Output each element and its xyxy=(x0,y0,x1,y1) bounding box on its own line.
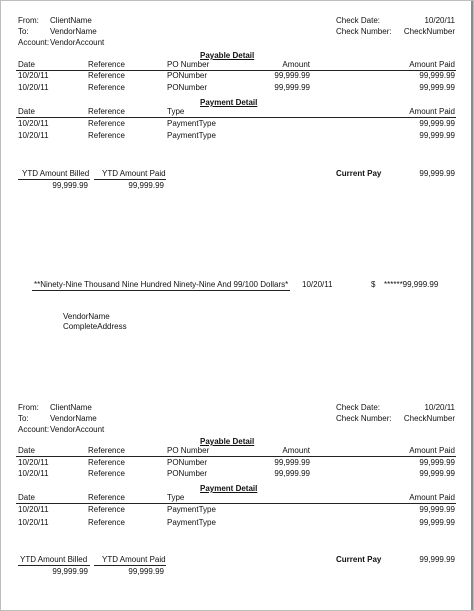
table-cell: 99,999.99 xyxy=(274,469,310,478)
check-date-value: 10/20/11 xyxy=(424,403,455,412)
check-number-label: Check Number: xyxy=(336,27,392,36)
table-cell: PONumber xyxy=(167,71,208,80)
to-value: VendorName xyxy=(50,414,97,423)
payment-header-amount-paid: Amount Paid xyxy=(409,493,455,502)
payment-header-type: Type xyxy=(167,493,185,502)
check-number-value: CheckNumber xyxy=(403,27,455,36)
table-cell: 99,999.99 xyxy=(419,469,455,478)
table-cell: 10/20/11 xyxy=(18,119,49,128)
table-cell: 99,999.99 xyxy=(419,83,455,92)
ytd-billed-value: 99,999.99 xyxy=(52,181,88,190)
payment-header-date: Date xyxy=(18,493,35,502)
ytd-paid-value: 99,999.99 xyxy=(128,181,164,190)
table-cell: Reference xyxy=(88,505,125,514)
payment-header-date: Date xyxy=(18,107,35,116)
payment-detail-title: Payment Detail xyxy=(200,98,258,107)
table-cell: PaymentType xyxy=(167,119,216,128)
table-cell: PONumber xyxy=(167,458,208,467)
check-number-value: CheckNumber xyxy=(403,414,455,423)
account-label: Account: xyxy=(18,38,50,47)
to-label: To: xyxy=(18,27,29,36)
check-date: 10/20/11 xyxy=(302,280,333,289)
currency-symbol: $ xyxy=(371,280,376,289)
table-cell: Reference xyxy=(88,469,125,478)
payable-header-po-number: PO Number xyxy=(167,60,210,69)
ytd-paid-rule xyxy=(94,179,166,180)
table-cell: 10/20/11 xyxy=(18,518,49,527)
table-cell: Reference xyxy=(88,458,125,467)
payment-header-amount-paid: Amount Paid xyxy=(409,107,455,116)
payable-header-amount: Amount xyxy=(282,446,310,455)
payable-header-date: Date xyxy=(18,60,35,69)
ytd-billed-rule xyxy=(18,179,90,180)
ytd-billed-label: YTD Amount Billed xyxy=(20,555,88,564)
payment-header-reference: Reference xyxy=(88,107,125,116)
table-cell: Reference xyxy=(88,83,125,92)
table-cell: 10/20/11 xyxy=(18,83,49,92)
payee-address: CompleteAddress xyxy=(63,322,127,331)
table-cell: 99,999.99 xyxy=(419,71,455,80)
ytd-billed-rule xyxy=(18,565,90,566)
from-value: ClientName xyxy=(50,403,92,412)
bottom-stub xyxy=(0,387,474,611)
table-cell: PONumber xyxy=(167,469,208,478)
to-label: To: xyxy=(18,414,29,423)
amount-words-rule xyxy=(32,290,290,291)
payment-header-type: Type xyxy=(167,107,185,116)
table-cell: Reference xyxy=(88,71,125,80)
payable-header-reference: Reference xyxy=(88,446,125,455)
payable-header-date: Date xyxy=(18,446,35,455)
table-cell: Reference xyxy=(88,131,125,140)
table-cell: PaymentType xyxy=(167,131,216,140)
table-cell: 99,999.99 xyxy=(274,83,310,92)
current-pay-label: Current Pay xyxy=(336,169,382,178)
ytd-paid-label: YTD Amount Paid xyxy=(102,555,166,564)
table-cell: 99,999.99 xyxy=(274,458,310,467)
table-cell: PONumber xyxy=(167,83,208,92)
ytd-paid-label: YTD Amount Paid xyxy=(102,169,166,178)
from-label: From: xyxy=(18,16,39,25)
payable-detail-title: Payable Detail xyxy=(200,51,255,60)
payment-detail-title: Payment Detail xyxy=(200,484,258,493)
ytd-paid-rule xyxy=(94,565,166,566)
from-value: ClientName xyxy=(50,16,92,25)
check-amount: ******99,999.99 xyxy=(384,280,439,289)
table-cell: PaymentType xyxy=(167,505,216,514)
table-cell: 99,999.99 xyxy=(419,518,455,527)
table-cell: PaymentType xyxy=(167,518,216,527)
table-cell: 99,999.99 xyxy=(419,119,455,128)
payable-detail-title: Payable Detail xyxy=(200,437,255,446)
ytd-paid-value: 99,999.99 xyxy=(128,567,164,576)
payable-header-amount-paid: Amount Paid xyxy=(409,60,455,69)
amount-in-words: **Ninety-Nine Thousand Nine Hundred Ninety-Nine And 99/100 Dollars* xyxy=(34,280,289,289)
payable-header-reference: Reference xyxy=(88,60,125,69)
table-cell: 99,999.99 xyxy=(419,458,455,467)
check-date-label: Check Date: xyxy=(336,403,381,412)
ytd-billed-label: YTD Amount Billed xyxy=(22,169,90,178)
check-date-value: 10/20/11 xyxy=(424,16,455,25)
check-number-label: Check Number: xyxy=(336,414,392,423)
payable-header-rule xyxy=(16,456,456,457)
current-pay-value: 99,999.99 xyxy=(419,169,455,178)
table-cell: 10/20/11 xyxy=(18,505,49,514)
payment-header-rule xyxy=(16,503,456,504)
account-label: Account: xyxy=(18,425,50,434)
table-cell: 10/20/11 xyxy=(18,131,49,140)
account-value: VendorAccount xyxy=(50,38,105,47)
table-cell: Reference xyxy=(88,119,125,128)
account-value: VendorAccount xyxy=(50,425,105,434)
table-cell: 99,999.99 xyxy=(419,131,455,140)
table-cell: 10/20/11 xyxy=(18,71,49,80)
table-cell: 10/20/11 xyxy=(18,469,49,478)
table-cell: 10/20/11 xyxy=(18,458,49,467)
payee-name: VendorName xyxy=(63,312,110,321)
from-label: From: xyxy=(18,403,39,412)
ytd-billed-value: 99,999.99 xyxy=(52,567,88,576)
table-cell: 99,999.99 xyxy=(274,71,310,80)
payable-header-po-number: PO Number xyxy=(167,446,210,455)
current-pay-value: 99,999.99 xyxy=(419,555,455,564)
payment-header-rule xyxy=(16,117,456,118)
payable-header-amount: Amount xyxy=(282,60,310,69)
to-value: VendorName xyxy=(50,27,97,36)
payment-header-reference: Reference xyxy=(88,493,125,502)
payable-header-amount-paid: Amount Paid xyxy=(409,446,455,455)
current-pay-label: Current Pay xyxy=(336,555,382,564)
check-date-label: Check Date: xyxy=(336,16,381,25)
table-cell: 99,999.99 xyxy=(419,505,455,514)
table-cell: Reference xyxy=(88,518,125,527)
